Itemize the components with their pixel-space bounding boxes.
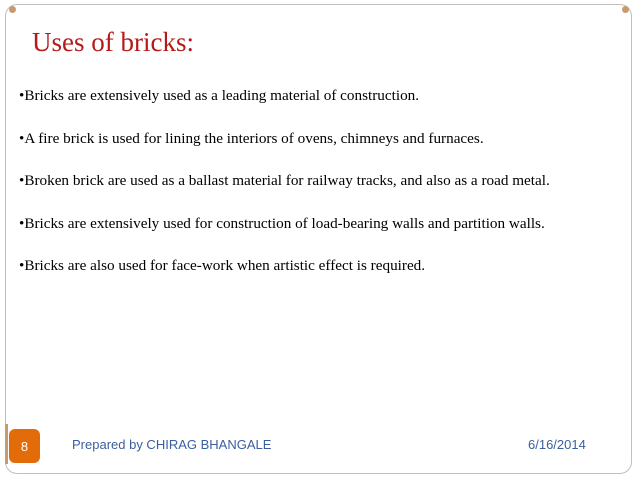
bullet-item: •Bricks are extensively used as a leading material of construction.: [19, 87, 420, 104]
bullet-item: •Bricks are also used for face-work when artistic effect is required.: [19, 257, 426, 274]
bullet-item: •Broken brick are used as a ballast material for railway tracks, and also as a road metal.: [19, 172, 550, 189]
footer-author: Prepared by CHIRAG BHANGALE: [72, 437, 272, 452]
bullet-list: [19, 86, 584, 299]
bullet-item: •Bricks are extensively used for construction of load-bearing walls and partition walls.: [19, 214, 545, 232]
footer-accent-bar: [5, 424, 8, 464]
footer-date: 6/16/2014: [528, 437, 586, 452]
corner-dot-icon: [622, 6, 629, 13]
slide-number-badge: 8: [9, 429, 40, 463]
corner-dot-icon: [9, 6, 16, 13]
bullet-item: •A fire brick is used for lining the interiors of ovens, chimneys and furnaces.: [19, 129, 484, 147]
slide-title: Uses of bricks:: [32, 27, 194, 57]
